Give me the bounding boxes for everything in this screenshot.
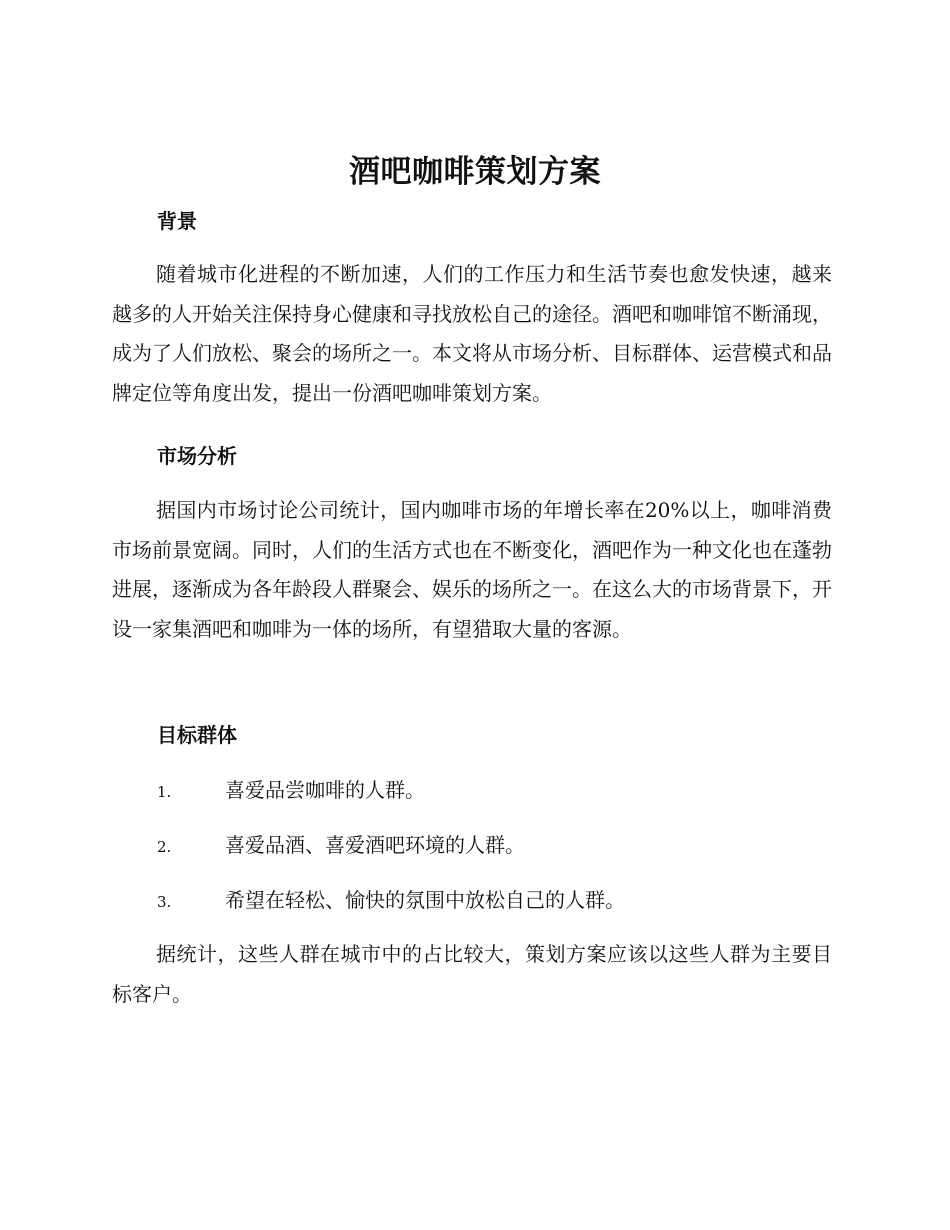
section-heading-target-group: 目标群体 [157,723,237,747]
list-item-text: 喜爱品尝咖啡的人群。 [225,778,425,802]
list-item-number: 1. [157,783,172,801]
document-title: 酒吧咖啡策划方案 [349,154,601,190]
list-item-text: 希望在轻松、愉快的氛围中放松自己的人群。 [225,888,625,912]
list-item [157,831,837,861]
list-item [157,776,837,806]
list-item-number: 3. [157,893,172,911]
list-item-number: 2. [157,838,172,856]
paragraph-background: 随着城市化进程的不断加速，人们的工作压力和生活节奏也愈发快速，越来越多的人开始关注保持身心健康和寻找放松自己的途径。酒吧和咖啡馆不断涌现，成为了人们放松、聚会的场所之一。本文将从市场分析、目标群体、运营模式和品牌定位等角度出发，提出一份酒吧咖啡策划方案。 [112,262,832,405]
list-item-text: 喜爱品酒、喜爱酒吧环境的人群。 [225,833,525,857]
list-item [157,886,837,916]
section-heading-background: 背景 [157,209,197,233]
paragraph-target-group-summary: 据统计，这些人群在城市中的占比较大，策划方案应该以这些人群为主要目标客户。 [112,942,832,1006]
paragraph-market-analysis: 据国内市场讨论公司统计，国内咖啡市场的年增长率在20%以上，咖啡消费市场前景宽阔。同时，人们的生活方式也在不断变化，酒吧作为一种文化也在蓬勃进展，逐渐成为各年龄段人群聚会、娱乐的场所之一。在这么大的市场背景下，开设一家集酒吧和咖啡为一体的场所，有望猎取大量的客源。 [112,498,832,641]
section-heading-market-analysis: 市场分析 [157,444,237,468]
